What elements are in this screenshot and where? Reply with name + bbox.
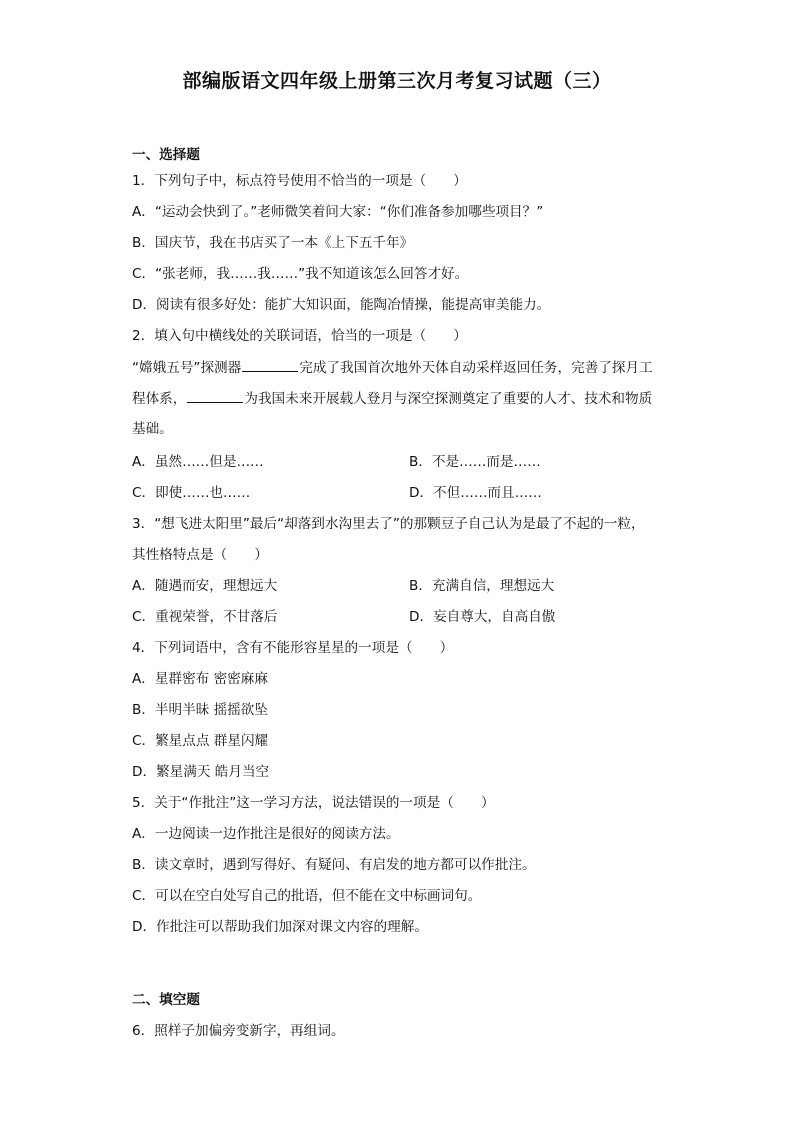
q3-stem-line1: 3．“想飞进太阳里”最后“却落到水沟里去了”的那颗豆子自己认为是最了不起的一粒， — [132, 516, 645, 532]
q2-stem: 2．填入句中横线处的关联词语，恰当的一项是（ ） — [132, 328, 467, 344]
section-fill-heading: 二、填空题 — [132, 992, 200, 1008]
q1-option-d: D．阅读有很多好处：能扩大知识面，能陶冶情操，能提高审美能力。 — [132, 297, 551, 313]
q2-passage-text-c: 程体系， — [132, 391, 187, 407]
q2-option-c: C．即使……也…… — [132, 485, 251, 501]
q2-passage-text-a: “嫦娥五号”探测器 — [132, 360, 242, 376]
q2-passage-line1 — [132, 357, 653, 378]
q3-stem-line2: 其性格特点是（ ） — [132, 547, 268, 563]
section-choice-heading: 一、选择题 — [132, 147, 200, 163]
q4-stem: 4．下列词语中，含有不能形容星星的一项是（ ） — [132, 640, 454, 656]
q1-option-b: B．国庆节，我在书店买了一本《上下五千年》 — [132, 235, 414, 251]
q5-option-b: B．读文章时，遇到写得好、有疑问、有启发的地方都可以作批注。 — [132, 857, 536, 873]
q5-option-a: A．一边阅读一边作批注是很好的阅读方法。 — [132, 826, 400, 842]
q2-passage-text-d: 为我国未来开展载人登月与深空探测奠定了重要的人才、技术和物质 — [244, 391, 653, 407]
q3-option-c: C．重视荣誉，不甘落后 — [132, 609, 278, 625]
q1-option-c: C．“张老师，我……我……”我不知道该怎么回答才好。 — [132, 266, 469, 282]
q5-option-d: D．作批注可以帮助我们加深对课文内容的理解。 — [132, 919, 428, 935]
q5-option-c: C．可以在空白处写自己的批语，但不能在文中标画词句。 — [132, 888, 482, 904]
q2-option-b: B．不是……而是…… — [409, 454, 541, 470]
q4-option-c: C．繁星点点 群星闪耀 — [132, 733, 269, 749]
q3-option-a: A．随遇而安，理想远大 — [132, 578, 278, 594]
page-title: 部编版语文四年级上册第三次月考复习试题（三） — [182, 70, 612, 92]
q3-option-b: B．充满自信，理想远大 — [409, 578, 555, 594]
q4-option-a: A．星群密布 密密麻麻 — [132, 671, 268, 687]
q2-passage-text-b: 完成了我国首次地外天体自动采样返回任务，完善了探月工 — [299, 360, 653, 376]
q6-stem: 6．照样子加偏旁变新字，再组词。 — [132, 1023, 345, 1039]
q2-passage-line3: 基础。 — [132, 421, 173, 437]
q2-option-d: D．不但……而且…… — [409, 485, 542, 501]
q2-blank-1 — [242, 357, 298, 372]
q4-option-d: D．繁星满天 皓月当空 — [132, 764, 270, 780]
q5-stem: 5．关于“作批注”这一学习方法，说法错误的一项是（ ） — [132, 795, 495, 811]
q4-option-b: B．半明半昧 摇摇欲坠 — [132, 702, 268, 718]
q2-blank-2 — [187, 388, 243, 403]
q3-option-d: D．妄自尊大，自高自傲 — [409, 609, 556, 625]
q1-option-a: A．“运动会快到了。”老师微笑着问大家：“你们准备参加哪些项目？” — [132, 204, 544, 220]
q2-option-a: A．虽然……但是…… — [132, 454, 264, 470]
q2-passage-line2 — [132, 388, 652, 409]
q1-stem: 1．下列句子中，标点符号使用不恰当的一项是（ ） — [132, 173, 467, 189]
